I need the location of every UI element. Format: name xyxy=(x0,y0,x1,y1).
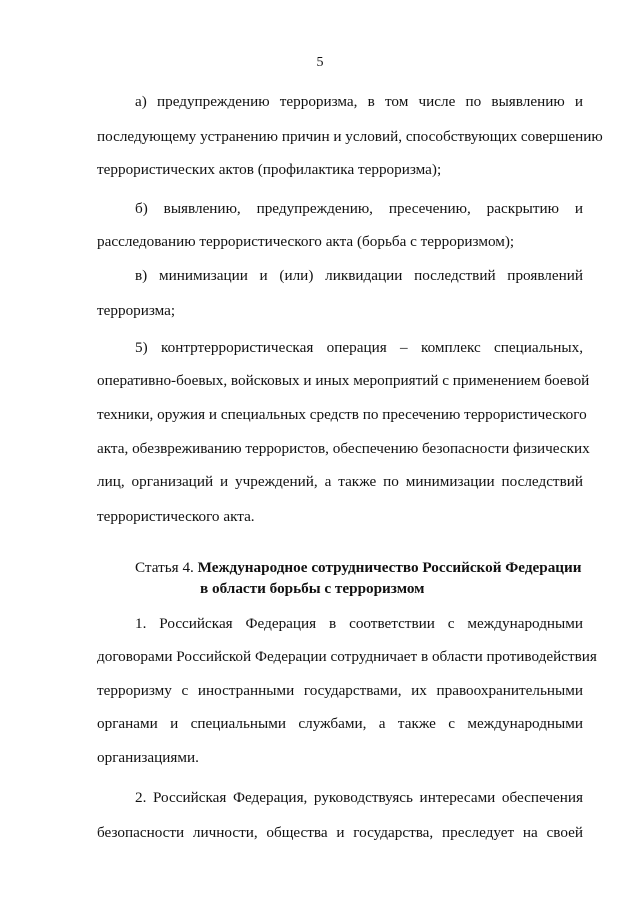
text-line: в) минимизации и (или) ликвидации последствий проявлений xyxy=(135,267,583,284)
text-line: техники, оружия и специальных средств по пресечению террористического xyxy=(97,406,587,423)
article-title-line2: в области борьбы с терроризмом xyxy=(200,580,425,597)
text-line: органами и специальными службами, а также с международными xyxy=(97,715,583,732)
text-line: террористических актов (профилактика терроризма); xyxy=(97,161,442,178)
text-line: договорами Российской Федерации сотрудничает в области противодействия xyxy=(97,648,597,665)
text-line: 5) контртеррористическая операция – комплекс специальных, xyxy=(135,339,583,356)
text-line: расследованию террористического акта (борьба с терроризмом); xyxy=(97,233,515,250)
text-line: оперативно-боевых, войсковых и иных мероприятий с применением боевой xyxy=(97,372,590,389)
text-line: терроризму с иностранными государствами, их правоохранительными xyxy=(97,682,583,699)
article-title-line1: Международное сотрудничество Российской Федерации xyxy=(197,559,582,576)
text-line: организациями. xyxy=(97,749,199,766)
article-heading xyxy=(135,559,582,577)
text-line: терроризма; xyxy=(97,302,176,319)
text-line: акта, обезвреживанию террористов, обеспечению безопасности физических xyxy=(97,440,590,457)
article-number: Статья 4. xyxy=(135,559,198,576)
page-number: 5 xyxy=(316,55,324,70)
text-line: б) выявлению, предупреждению, пресечению, раскрытию и xyxy=(135,200,583,217)
text-line: а) предупреждению терроризма, в том числе по выявлению и xyxy=(135,93,583,110)
text-line: лиц, организаций и учреждений, а также по минимизации последствий xyxy=(97,473,583,490)
text-line: последующему устранению причин и условий, способствующих совершению xyxy=(97,128,603,145)
text-line: 2. Российская Федерация, руководствуясь интересами обеспечения xyxy=(135,789,583,806)
text-line: террористического акта. xyxy=(97,508,255,525)
text-line: 1. Российская Федерация в соответствии с международными xyxy=(135,615,583,632)
text-line: безопасности личности, общества и государства, преследует на своей xyxy=(97,824,583,841)
